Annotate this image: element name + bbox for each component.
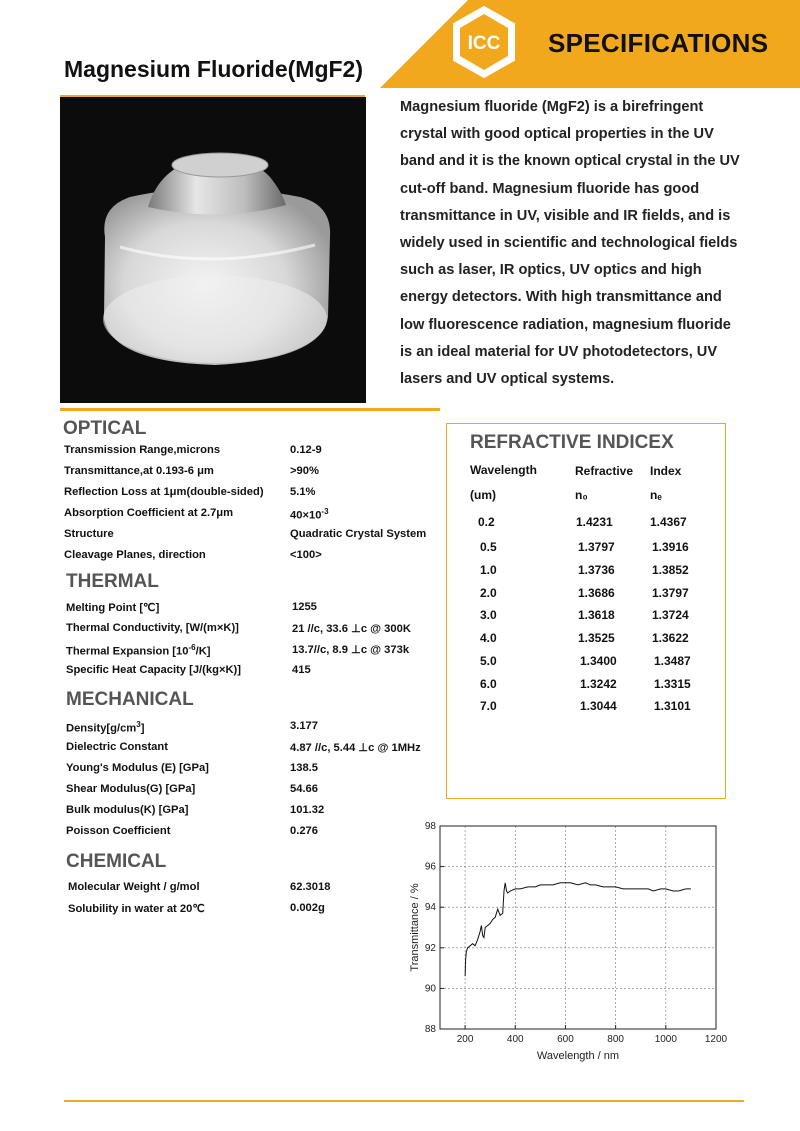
ri-ne: 1.3724 (652, 608, 689, 622)
ri-ne: 1.4367 (650, 515, 687, 529)
mechanical-value: 0.276 (290, 825, 318, 837)
optical-value: Quadratic Crystal System (290, 528, 427, 540)
ri-header-no: n₀ (575, 488, 588, 502)
x-tick-label: 600 (557, 1034, 574, 1045)
ri-no: 1.3044 (580, 699, 617, 713)
ri-header-ne: nₑ (650, 488, 662, 502)
crystal-photo (60, 97, 366, 403)
mechanical-label: Young's Modulus (E) [GPa] (66, 762, 209, 774)
x-axis-title: Wavelength / nm (536, 1050, 620, 1062)
ri-wavelength: 0.2 (478, 515, 495, 529)
series-line (465, 883, 691, 976)
ri-header-refractive: Refractive (575, 464, 634, 478)
ri-header-wavelength: Wavelength (470, 463, 537, 477)
thermal-value: 415 (292, 664, 311, 676)
mechanical-heading: MECHANICAL (66, 689, 194, 710)
company-logo (450, 5, 518, 79)
ri-ne: 1.3852 (652, 563, 689, 577)
x-tick-label: 200 (456, 1034, 474, 1045)
thermal-label: Specific Heat Capacity [J/(kg×K)] (66, 664, 242, 676)
ri-no: 1.3525 (578, 631, 615, 645)
optical-label: Absorption Coefficient at 2.7μm (64, 507, 234, 519)
optical-label: Structure (64, 528, 114, 540)
mechanical-label: $Density[g/cm^3]$ (66, 720, 145, 735)
photo-underline (60, 408, 440, 411)
mechanical-value: 101.32 (290, 804, 325, 816)
optical-heading: OPTICAL (63, 418, 147, 439)
x-tick-label: 1000 (654, 1034, 677, 1045)
mechanical-value: 54.66 (290, 783, 318, 795)
ri-no: 1.3736 (578, 563, 615, 577)
optical-value: $40\times 10^{-3}$ (290, 507, 329, 522)
thermal-heading: THERMAL (66, 571, 159, 592)
y-tick-label: 98 (424, 821, 436, 832)
chemical-heading: CHEMICAL (66, 851, 167, 872)
optical-value: <100> (290, 549, 322, 561)
mechanical-label: Shear Modulus(G) [GPa] (66, 783, 196, 795)
optical-label: Reflection Loss at 1μm(double-sided) (64, 486, 264, 498)
product-title: Magnesium Fluoride(MgF2) (64, 56, 363, 82)
optical-value: 0.12-9 (290, 444, 322, 456)
y-tick-label: 94 (424, 902, 436, 914)
chemical-value: 62.3018 (290, 881, 331, 893)
thermal-value: 21 //c, 33.6 ⊥c @ 300K (292, 623, 411, 635)
chemical-label: Molecular Weight / g/mol (68, 881, 200, 893)
mechanical-label: Bulk modulus(K) [GPa] (66, 804, 189, 816)
ri-wavelength: 4.0 (480, 631, 497, 645)
x-tick-label: 1200 (704, 1034, 728, 1045)
ri-no: 1.3400 (580, 654, 617, 668)
ri-no: 1.3618 (578, 608, 615, 622)
ri-ne: 1.3315 (654, 677, 691, 691)
ri-wavelength: 5.0 (480, 654, 497, 668)
logo-text: ICC (467, 33, 501, 54)
ri-ne: 1.3916 (652, 540, 689, 554)
ri-ne: 1.3797 (652, 586, 689, 600)
optical-value: 5.1% (290, 486, 316, 498)
ri-wavelength: 6.0 (480, 677, 497, 691)
ri-no: 1.4231 (576, 515, 613, 529)
y-tick-label: 96 (424, 861, 436, 873)
chemical-label: Solubility in water at 20℃ (68, 903, 205, 915)
optical-value: >90% (290, 465, 319, 477)
ri-wavelength: 1.0 (480, 563, 497, 577)
y-tick-label: 88 (424, 1024, 436, 1035)
transmittance-chart (404, 816, 740, 1066)
y-axis-title: Transmittance / % (409, 883, 421, 972)
mechanical-label: Dielectric Constant (66, 741, 168, 753)
mechanical-value: 3.177 (290, 720, 318, 732)
ri-no: 1.3797 (578, 540, 615, 554)
chemical-value: 0.002g (290, 902, 325, 914)
ri-header-index: Index (650, 464, 682, 478)
ri-ne: 1.3622 (652, 631, 689, 645)
product-description: Magnesium fluoride (MgF2) is a birefringent crystal with good optical properties in the UV band and it is the known optical crystal in the UV cut-off band. Magnesium fluoride has good transmittance in UV, visible and IR fields, and is widely used in scientific and technological fields such as laser, IR optics, UV optics and high energy detectors. With high transmittance and low fluorescence radiation, magnesium fluoride is an ideal material for UV photodetectors, UV lasers and UV optical systems. (400, 99, 740, 388)
ri-wavelength: 7.0 (480, 699, 497, 713)
ri-no: 1.3242 (580, 677, 617, 691)
specifications-title: SPECIFICATIONS (548, 28, 769, 58)
refractive-index-title: REFRACTIVE INDICEX (470, 432, 674, 453)
ri-wavelength: 0.5 (480, 540, 497, 554)
ri-ne: 1.3101 (654, 699, 691, 713)
bottom-rule (64, 1100, 744, 1102)
thermal-label: Thermal Expansion $[10^{-6}/K]$ (66, 643, 211, 658)
thermal-label: Melting Point [℃] (66, 602, 160, 614)
ri-header-unit: (um) (470, 488, 496, 502)
optical-label: Cleavage Planes, direction (64, 549, 206, 561)
thermal-value: 1255 (292, 601, 317, 613)
ri-no: 1.3686 (578, 586, 615, 600)
thermal-value: 13.7//c, 8.9 ⊥c @ 373k (292, 644, 410, 656)
optical-label: Transmittance,at 0.193-6 μm (64, 465, 214, 477)
mechanical-label: Poisson Coefficient (66, 825, 171, 837)
x-tick-label: 800 (607, 1034, 624, 1045)
mechanical-value: 138.5 (290, 762, 318, 774)
ri-wavelength: 3.0 (480, 608, 497, 622)
ri-wavelength: 2.0 (480, 586, 497, 600)
optical-label: Transmission Range,microns (64, 444, 221, 456)
ri-ne: 1.3487 (654, 654, 691, 668)
y-tick-label: 92 (424, 942, 436, 954)
x-tick-label: 400 (506, 1034, 524, 1045)
thermal-label: Thermal Conductivity, [W/(m×K)] (66, 622, 239, 634)
y-tick-label: 90 (424, 983, 436, 995)
mechanical-value: 4.87 //c, 5.44 ⊥c @ 1MHz (290, 742, 421, 754)
